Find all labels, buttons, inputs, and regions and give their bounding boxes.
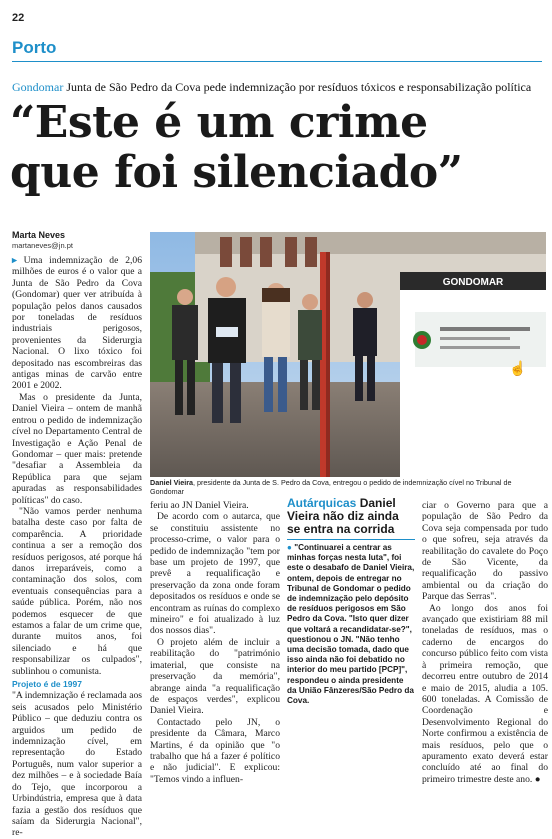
hand-pointer-icon: ☝ <box>509 361 527 377</box>
article-column-2 <box>150 500 280 785</box>
paragraph: "Não vamos perder nenhuma batalha deste caso por falta de comparência. A prioridade continua a ser a remoção dos resíduos perigosos, até porque há danos irreparáveis, como a contaminação dos solos, com eventuais consequências para a saúde pública. Porém, não nos podemos esquecer de que estamos a falar de um crime que, durante muitos anos, foi silenciado e há que responsabilizar os culpados", sublinhou o comunista. <box>12 505 142 677</box>
paragraph: De acordo com o autarca, que se constituiu assistente no processo-crime, o valor para o pedido de indemnização "tem por base um projeto de 1997, que prevê a requalificação e preservação da zona onde foram depositados os resíduos e onde se encontram as ruínas do complexo mineiro" e foi atualizado à luz dos nossos dias". <box>150 511 280 637</box>
kicker-place: Gondomar <box>12 80 64 94</box>
photo-illustration <box>150 232 546 477</box>
section-title: Porto <box>12 38 57 57</box>
sidebar-body: ● "Continuarei a centrar as minhas forças nesta luta", foi este o desabafo de Daniel Vieira, ontem, depois de entregar no Tribunal de Gondomar o pedido de indemnização pelo depósito de resíduos perigosos em São Pedro da Cova. "Isto quer dizer que voltará a recandidatar-se?", questionou o JN. "Não tenho uma decisão tomada, dado que isso ainda não foi debatido no interior do meu partido [PCP]", respondeu o ainda presidente da União Fânzeres/São Pedro da Cova. <box>287 543 415 706</box>
paragraph: Contactado pelo JN, o presidente da Câmara, Marco Martins, é da opinião que "o trabalho que há a fazer é político e não judicial". E explicou: "Temos vindo a influen- <box>150 716 280 785</box>
sign-text: GONDOMAR <box>442 277 504 288</box>
sidebar-box <box>287 497 415 706</box>
paragraph: ciar o Governo para que a população de São Pedro da Cova seja compensada por tudo o que sofreu, seja através da reabilitação do cavalete do Poço de São Vicente, da requalificação do passivo ambiental ou da criação do Parque das Serras". <box>422 500 548 603</box>
paragraph: "A indemnização é reclamada aos seis acusados pelo Ministério Público – que deduziu contra os arguidos um pedido de indemnização cível, em representação do Estado Português, num valor superior a dez milhões – e à sociedade Baía do Tejo, que incorporou a Urbindústria, empresa que à data fazia a gestão dos resíduos que saíam da Siderurgia Nacional", re- <box>12 690 142 839</box>
paragraph: Ao longo dos anos foi avançado que existiriam 88 mil toneladas de resíduos, mas o caderno de encargos do concurso público feito com vista à primeira remoção, que decorreu entre outubro de 2014 e maio de 2015, aludia a 105. 600 toneladas. A Comissão de Coordenação e Desenvolvimento Regional do Norte confirmou a existência de mais resíduos, pelo que o apuramento exato deverá estar concluído até ao final do primeiro trimestre deste ano. ● <box>422 602 548 785</box>
photo-caption <box>150 478 546 496</box>
sidebar-title <box>287 497 415 536</box>
headline-line-2: que foi silenciado” <box>10 147 463 198</box>
byline-author: Marta Neves <box>12 230 66 240</box>
sidebar-tag: Autárquicas <box>287 496 357 510</box>
paragraph: feriu ao JN Daniel Vieira. <box>150 500 249 511</box>
bullet-icon: ▸ <box>12 255 24 266</box>
article-column-1 <box>12 255 142 839</box>
end-mark-icon: ● <box>534 773 541 785</box>
sidebar-rule <box>287 539 415 540</box>
byline-email[interactable]: martaneves@jn.pt <box>12 241 73 250</box>
kicker-text: Junta de São Pedro da Cova pede indemnização por resíduos tóxicos e responsabilização política <box>66 80 532 94</box>
headline <box>10 98 545 198</box>
headline-line-1: “Este é um crime <box>10 97 428 148</box>
paragraph: Mas o presidente da Junta, Daniel Vieira – ontem de manhã entrou o pedido de indemnização cível no Departamento Central de Investigação e Ação Penal de Gondomar – quer mais: pretende "desafiar a Assembleia da República para que sejam apuradas as responsabilidades políticas" do caso. <box>12 391 142 506</box>
sidebar-heading: Daniel Vieira não diz ainda se entra na corrida <box>287 496 399 536</box>
caption-name: Daniel Vieira <box>150 478 194 487</box>
caption-text: , presidente da Junta de S. Pedro da Cova, entregou o pedido de indemnização cível no Tribunal de Gondomar <box>150 478 512 496</box>
subheading: Projeto é de 1997 <box>12 679 82 690</box>
kicker <box>12 80 531 95</box>
section-rule <box>12 61 542 62</box>
page-number: 22 <box>12 12 25 24</box>
bullet-icon: ● <box>287 543 295 552</box>
paragraph: O projeto além de incluir a reabilitação do "património imaterial, que consiste na preservação da memória", abrange ainda "a requalificação de espaços verdes", explicou Daniel Vieira. <box>150 636 280 717</box>
article-photo <box>150 232 546 477</box>
article-column-4 <box>422 500 548 785</box>
lead-paragraph: ▸ Uma indemnização de 2,06 milhões de euros é o valor que a Junta de São Pedro da Cova (Gondomar) quer ver atribuída à população pelos danos causados por toneladas de resíduos industriais perigosos, provenientes da Siderurgia Nacional. O lixo tóxico foi depositado nas escombreiras das antigas minas de carvão entre 2001 e 2002. <box>12 255 142 392</box>
